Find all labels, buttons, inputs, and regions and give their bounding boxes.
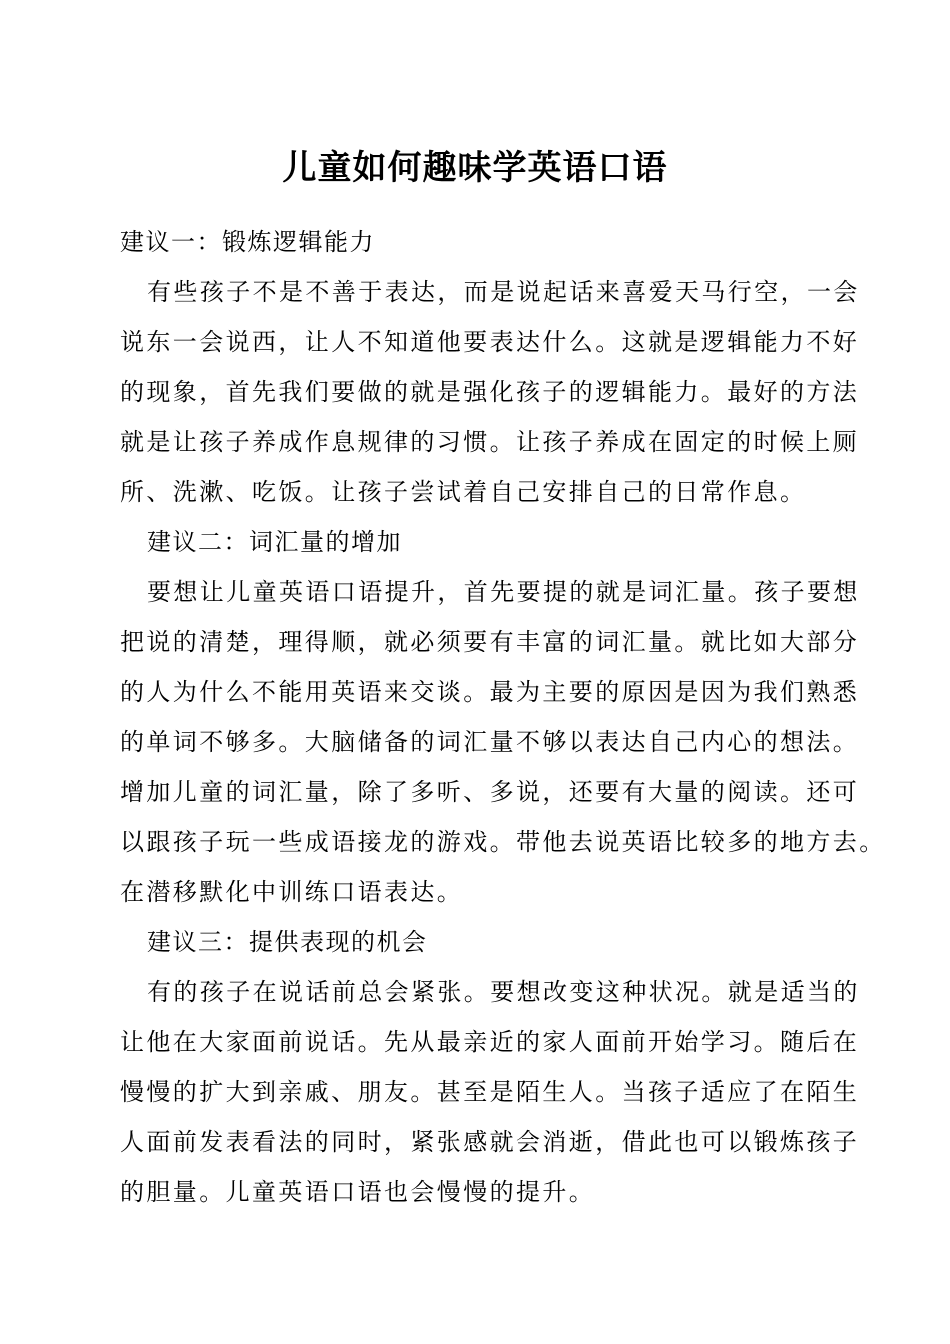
paragraph-line: 说东一会说西，让人不知道他要表达什么。这就是逻辑能力不好	[120, 328, 860, 356]
section-heading: 建议三：提供表现的机会	[147, 928, 428, 956]
paragraph-line: 人面前发表看法的同时，紧张感就会消逝，借此也可以锻炼孩子	[120, 1128, 860, 1156]
paragraph-line: 增加儿童的词汇量，除了多听、多说，还要有大量的阅读。还可	[120, 778, 860, 806]
section-heading: 建议一：锻炼逻辑能力	[120, 228, 375, 256]
paragraph-line: 慢慢的扩大到亲戚、朋友。甚至是陌生人。当孩子适应了在陌生	[120, 1078, 860, 1106]
document-title: 儿童如何趣味学英语口语	[282, 148, 668, 188]
paragraph-line: 有的孩子在说话前总会紧张。要想改变这种状况。就是适当的	[147, 978, 860, 1006]
section-heading: 建议二：词汇量的增加	[147, 528, 402, 556]
paragraph-line: 有些孩子不是不善于表达，而是说起话来喜爱天马行空，一会	[147, 278, 860, 306]
paragraph-line: 的现象，首先我们要做的就是强化孩子的逻辑能力。最好的方法	[120, 378, 860, 406]
document-body	[120, 217, 886, 1217]
paragraph-line: 让他在大家面前说话。先从最亲近的家人面前开始学习。随后在	[120, 1028, 860, 1056]
paragraph-line: 以跟孩子玩一些成语接龙的游戏。带他去说英语比较多的地方去。	[120, 828, 886, 856]
paragraph-line: 所、洗漱、吃饭。让孩子尝试着自己安排自己的日常作息。	[120, 478, 807, 506]
paragraph-line: 在潜移默化中训练口语表达。	[120, 878, 464, 906]
paragraph-line: 的人为什么不能用英语来交谈。最为主要的原因是因为我们熟悉	[120, 678, 860, 706]
paragraph-line: 就是让孩子养成作息规律的习惯。让孩子养成在固定的时候上厕	[120, 428, 860, 456]
paragraph-line: 把说的清楚，理得顺，就必须要有丰富的词汇量。就比如大部分	[120, 628, 860, 656]
paragraph-line: 的单词不够多。大脑储备的词汇量不够以表达自己内心的想法。	[120, 728, 860, 756]
paragraph-line: 的胆量。儿童英语口语也会慢慢的提升。	[120, 1178, 596, 1206]
paragraph-line: 要想让儿童英语口语提升，首先要提的就是词汇量。孩子要想	[147, 578, 860, 606]
